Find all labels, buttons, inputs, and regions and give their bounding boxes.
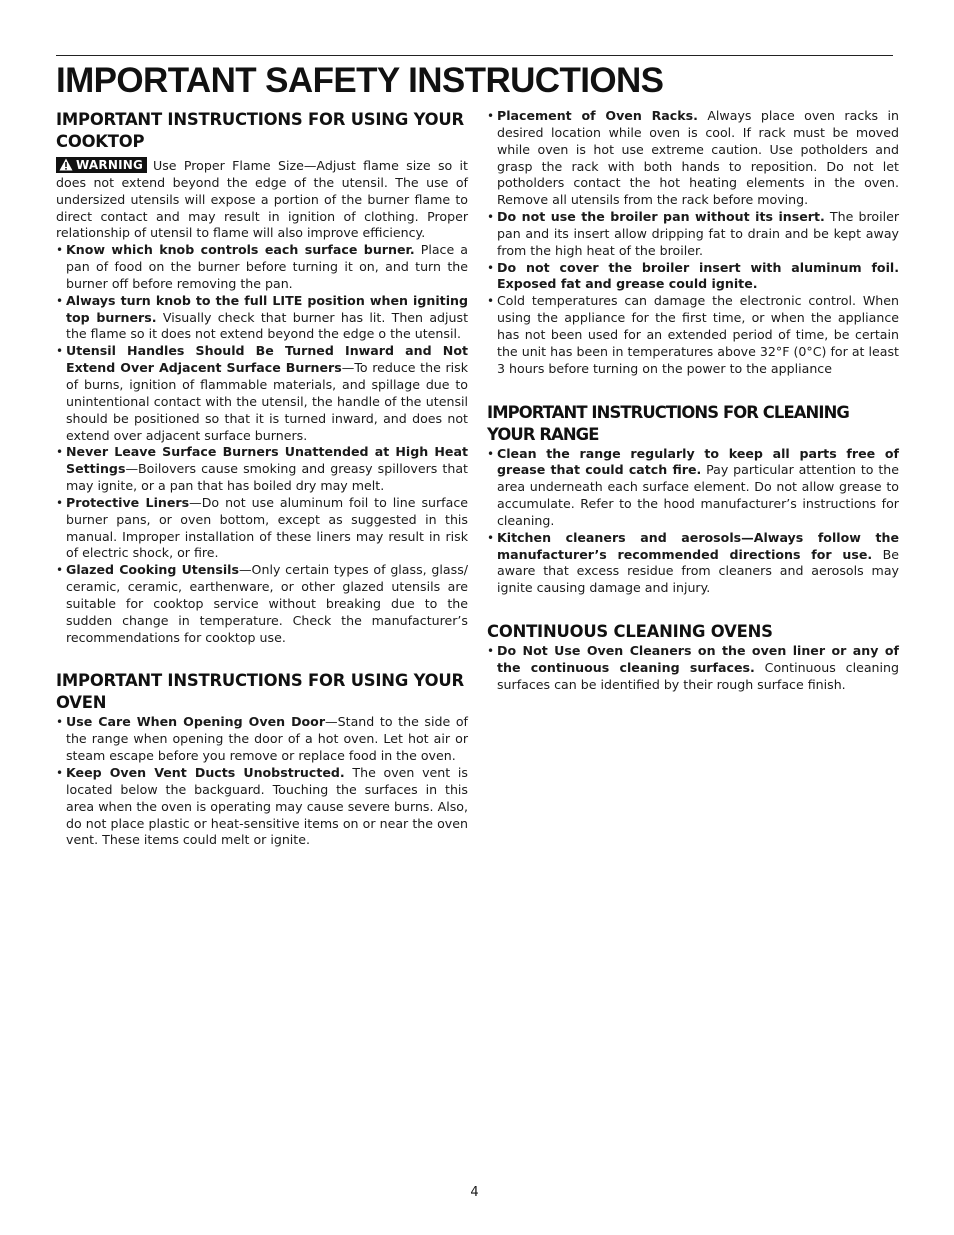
list-item [487, 530, 899, 597]
warning-label: WARNING [76, 158, 144, 172]
list-item-bold: Know which knob controls each surface burner. [66, 242, 415, 258]
continuous-list [487, 643, 899, 694]
cooktop-intro-text: Use Proper Flame Size—Adjust flame size so it does not extend beyond the edge of the utensil. The use of undersized utensils will expose a portion of the burner flame to direct contact and may result in ignition of clothing. Proper relationship of utensil to flame will also improve efficiency. [56, 158, 468, 241]
list-item-text: —Stand to the side of the range when opening the door of a hot oven. Let hot air or steam escape before you remove or replace food in the oven. [66, 714, 468, 764]
list-item [56, 242, 468, 293]
warning-triangle-icon [59, 158, 73, 171]
top-rule [56, 55, 893, 56]
list-item-bold: Always turn knob to the full LITE position when igniting top burners. [66, 292, 468, 325]
list-item-bold: Use Care When Opening Oven Door [66, 714, 326, 730]
list-item [56, 765, 468, 849]
list-item [56, 343, 468, 444]
list-item-text: The broiler pan and its insert allow dripping fat to drain and be kept away from the high heat of the broiler. [497, 209, 900, 258]
list-item-bold: Do Not Use Oven Cleaners on the oven liner or any of the continuous cleaning surfaces. [497, 643, 899, 675]
oven-heading: IMPORTANT INSTRUCTIONS FOR USING YOUR OVEN [56, 671, 464, 713]
list-item-bold: Protective Liners [66, 494, 190, 510]
cooktop-intro [56, 157, 468, 242]
list-item-bold: Placement of Oven Racks. [497, 108, 698, 123]
list-item-bold: Glazed Cooking Utensils [66, 562, 239, 578]
list-item-text: —Boilovers cause smoking and greasy spillovers that may ignite, or a pan that has boiled dry may melt. [66, 461, 468, 494]
list-item-text: The oven vent is located below the backguard. Touching the surfaces in this area when the oven is operating may cause severe burns. Also, do not place plastic or heat-sensitive items on or near the oven vent. These items could melt or ignite. [66, 765, 468, 848]
manual-page [56, 0, 900, 1235]
list-item-text: Pay particular attention to the area underneath each surface element. Do not allow grease to accumulate. Refer to the hood manufacturer’s instructions for cleaning. [497, 462, 899, 528]
continuous-heading: CONTINUOUS CLEANING OVENS [487, 622, 773, 642]
list-item-bold: Do not cover the broiler insert with aluminum foil. Exposed fat and grease could ignite. [497, 259, 899, 292]
list-item [487, 293, 899, 377]
left-column [56, 108, 468, 849]
list-item-bold: Never Leave Surface Burners Unattended at High Heat Settings [66, 444, 468, 477]
cleaning-heading: IMPORTANT INSTRUCTIONS FOR CLEANING YOUR RANGE [487, 402, 849, 444]
list-item [56, 293, 468, 344]
list-item-text: —To reduce the risk of burns, ignition of flammable materials, and spillage due to unintentional contact with the utensil, the handle of the utensil should be positioned so that it is turned inward, and does not extend over adjacent surface burners. [66, 360, 468, 443]
list-item-bold: Keep Oven Vent Ducts Unobstructed. [66, 765, 345, 780]
page-title: IMPORTANT SAFETY INSTRUCTIONS [56, 61, 664, 100]
list-item-text: Cold temperatures can damage the electronic control. When using the appliance for the first time, or when the appliance has not been used for an extended period of time, be certain the unit has been in temperatures above 32°F (0°C) for at least 3 hours before turning on the power to the appliance [497, 293, 899, 376]
list-item-bold: Utensil Handles Should Be Turned Inward and Not Extend Over Adjacent Surface Burners [66, 343, 468, 376]
list-item-text: Be aware that excess residue from cleaners and aerosols may ignite causing damage and injury. [497, 546, 899, 596]
list-item-bold: Clean the range regularly to keep all parts free of grease that could catch fire. [497, 445, 899, 478]
page-number: 4 [470, 1185, 479, 1200]
oven-continued-list [487, 108, 899, 378]
list-item-text: Continuous cleaning surfaces can be identified by their rough surface finish. [497, 659, 899, 692]
list-item-bold: Kitchen cleaners and aerosols—Always follow the manufacturer’s recommended directions for use. [497, 529, 899, 562]
cooktop-heading: IMPORTANT INSTRUCTIONS FOR USING YOUR COOKTOP [56, 110, 464, 151]
list-item-text: —Do not use aluminum foil to line surface burner pans, or oven bottom, except as suggested in this manual. Improper installation of these liners may result in risk of electric shock, or fire. [66, 494, 468, 561]
list-item [56, 444, 468, 495]
list-item [56, 562, 468, 646]
oven-list [56, 714, 468, 849]
warning-badge [56, 157, 147, 173]
list-item [487, 108, 899, 209]
list-item [56, 495, 468, 562]
list-item-text: Place a pan of food on the burner before turning it on, and turn the burner off before removing the pan. [66, 242, 468, 291]
right-column [487, 108, 899, 694]
list-item [487, 209, 899, 260]
list-item [487, 643, 899, 694]
list-item-text: Always place oven racks in desired location while oven is cool. If rack must be moved while oven is hot use extreme caution. Use potholders and grasp the rack with both hands to reposition. Do not let potholders contact the hot heating elements in the oven. Remove all utensils from the rack before moving. [497, 108, 899, 208]
list-item [56, 714, 468, 765]
list-item-text: Visually check that burner has lit. Then adjust the flame so it does not extend beyond the edge o the utensil. [66, 309, 469, 342]
list-item [487, 446, 899, 530]
list-item [487, 260, 899, 294]
list-item-bold: Do not use the broiler pan without its insert. [497, 209, 825, 225]
list-item-text: —Only certain types of glass, glass/ ceramic, ceramic, earthenware, or other glazed utensils are suitable for cooktop service without breaking due to the sudden change in temperature. Check the manufacturer’s recommendations for cooktop use. [66, 562, 469, 645]
cleaning-list [487, 446, 899, 598]
cooktop-list [56, 242, 468, 646]
